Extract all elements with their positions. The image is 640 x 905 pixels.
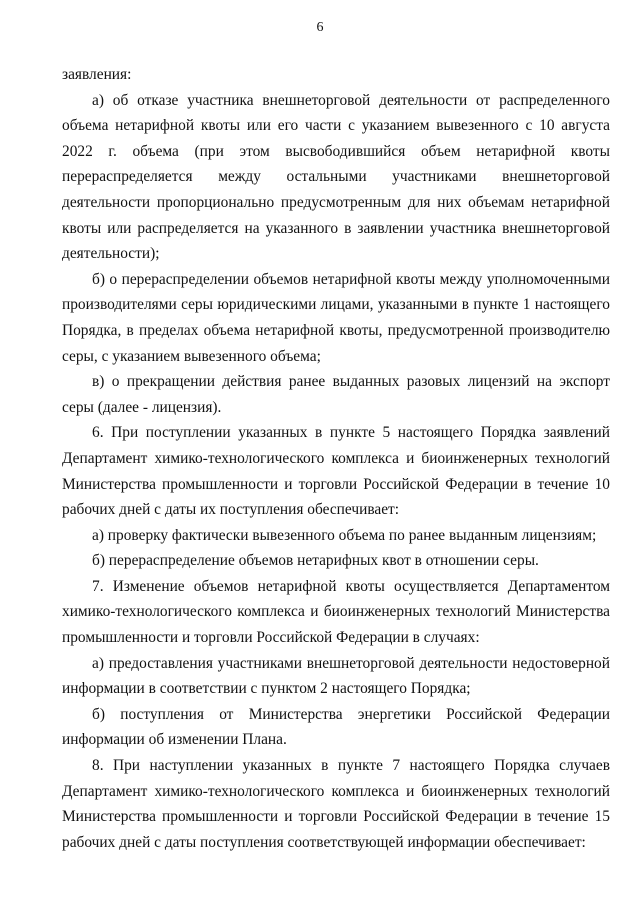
paragraph-7: 7. Изменение объемов нетарифной квоты осуществляется Департаментом химико-технологического комплекса и биоинженерных технологий Министерства промышленности и торговли Российской Федерации в случаях: [62, 577, 610, 647]
paragraph-6a: а) проверку фактически вывезенного объема по ранее выданным лицензиям; [92, 526, 597, 544]
document-body [62, 62, 610, 855]
paragraph-7a: а) предоставления участниками внешнеторговой деятельности недостоверной информации в соответствии с пунктом 2 настоящего Порядка; [62, 654, 610, 698]
paragraph-7b: б) поступления от Министерства энергетики Российской Федерации информации об изменении Плана. [62, 705, 610, 749]
paragraph-5v: в) о прекращении действия ранее выданных разовых лицензий на экспорт серы (далее - лицензия). [62, 373, 610, 416]
paragraph-6: 6. При поступлении указанных в пункте 5 настоящего Порядка заявлений Департамент химико-технологического комплекса и биоинженерных технологий Министерства промышленности и торговли Российской Федерации в течение 10 рабочих дней с даты их поступления обеспечивает: [62, 424, 610, 519]
page-number: 6 [316, 20, 324, 35]
paragraph-5b: б) о перераспределении объемов нетарифной квоты между уполномоченными производителями серы юридическими лицами, указанными в пункте 1 настоящего Порядка, в пределах объема нетарифной квоты, предусмотренной производителю серы, с указанием вывезенного объема; [62, 270, 610, 365]
paragraph-6b: б) перераспределение объемов нетарифных квот в отношении серы. [92, 552, 539, 570]
paragraph-8: 8. При наступлении указанных в пункте 7 настоящего Порядка случаев Департамент химико-технологического комплекса и биоинженерных технологий Министерства промышленности и торговли Российской Федерации в течение 15 рабочих дней с даты поступления соответствующей информации обеспечивает: [62, 757, 610, 851]
paragraph-continuation: заявления: [62, 66, 132, 83]
paragraph-5a: а) об отказе участника внешнеторговой деятельности от распределенного объема нетарифной квоты или его части с указанием вывезенного с 10 августа 2022 г. объема (при этом высвободившийся объем нетарифной квоты перераспределяется между остальными участниками внешнеторговой деятельности пропорционально предусмотренным для них объемам нетарифной квоты или распределяется на указанного в заявлении участника внешнеторговой деятельности); [62, 91, 610, 263]
